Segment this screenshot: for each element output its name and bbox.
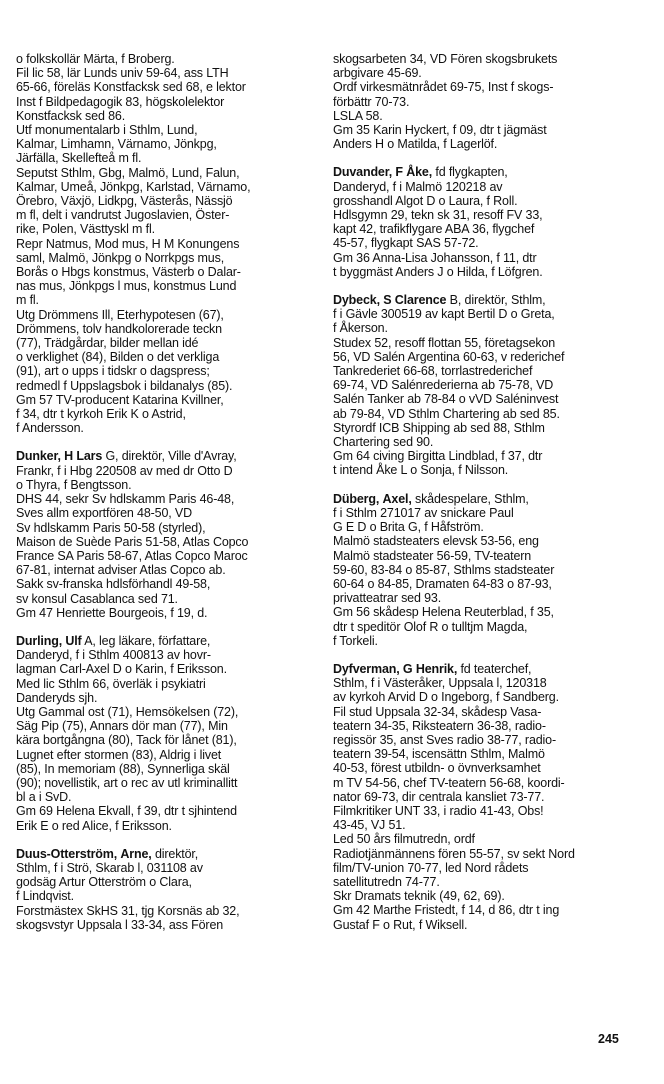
entry-text-line: Drömmens, tolv handkolorerade teckn	[16, 321, 222, 336]
entry-given-name: S Clarence	[383, 293, 447, 308]
entry-text-line: 69-74, VD Salénrederierna ab 75-78, VD	[333, 378, 554, 393]
entry-text-line: t intend Åke L o Sonja, f Nilsson.	[333, 463, 509, 478]
entry-text-line: skogsvstyr Uppsala l 33-34, ass Fören	[16, 917, 224, 932]
entry-text-line: Filmkritiker UNT 33, i radio 41-43, Obs!	[333, 803, 544, 818]
entry-heading-line	[333, 492, 633, 506]
entry-text-line: f Lindqvist.	[16, 889, 74, 904]
entry-text-line: (91), art o upps i tidskr o dagspress;	[16, 364, 210, 379]
biography-entry	[16, 634, 316, 833]
entry-text-line: Danderyds sjh.	[16, 690, 98, 705]
entry-text-line: Gustaf F o Rut, f Wiksell.	[333, 917, 468, 932]
entry-surname: Dybeck,	[333, 293, 380, 308]
entry-text-line: Danderyd, f i Sthlm 400813 av hovr-	[16, 648, 211, 663]
entry-text-line: Sthlm, f i Västeråker, Uppsala l, 120318	[333, 676, 547, 691]
entry-given-name: Ulf	[65, 633, 82, 648]
biography-entry	[333, 293, 633, 478]
entry-text-line: Studex 52, resoff flottan 55, företagsekon	[333, 335, 556, 350]
entry-text-line: Seputst Sthlm, Gbg, Malmö, Lund, Falun,	[16, 165, 240, 180]
entry-given-name: Arne,	[120, 846, 152, 861]
entry-text-line: satellitutredn 74-77.	[333, 874, 440, 889]
entry-text-line: lagman Carl-Axel D o Karin, f Eriksson.	[16, 662, 227, 677]
entry-text-line: Fil lic 58, lär Lunds univ 59-64, ass LTH	[16, 66, 229, 81]
entry-text-line: f Åkerson.	[333, 321, 388, 336]
entry-text-line: grosshandl Algot D o Laura, f Roll.	[333, 193, 518, 208]
entry-text-line: regissör 35, anst Sves radio 38-77, radio-	[333, 732, 556, 747]
entry-text-line: Gm 57 TV-producent Katarina Kvillner,	[16, 392, 224, 407]
entry-text-line: rike, Polen, Västtyskl m fl.	[16, 222, 155, 237]
entry-text-line: sv konsul Casablanca sed 71.	[16, 591, 178, 606]
entry-first-line: direktör,	[151, 846, 199, 861]
entry-text-line: f Torkeli.	[333, 633, 378, 648]
entry-text-line: f i Sthlm 271017 av snickare Paul	[333, 505, 514, 520]
entry-text-line: DHS 44, sekr Sv hdlskamm Paris 46-48,	[16, 492, 235, 507]
entry-text-line: Fil stud Uppsala 32-34, skådesp Vasa-	[333, 704, 542, 719]
entry-text-line: teatern 39-54, iscensättn Sthlm, Malmö	[333, 747, 545, 762]
entry-text-line: Järfälla, Skellefteå m fl.	[16, 151, 142, 166]
left-column	[16, 52, 316, 946]
entry-text-line: Frankr, f i Hbg 220508 av med dr Otto D	[16, 463, 233, 478]
entry-heading-line	[16, 449, 316, 463]
entry-text-line: Hdlsgymn 29, tekn sk 31, resoff FV 33,	[333, 208, 543, 223]
entry-text-line: Chartering sed 90.	[333, 435, 434, 450]
entry-text-line: Örebro, Växjö, Lidkpg, Västerås, Nässjö	[16, 194, 233, 209]
biography-entry	[333, 165, 633, 279]
entry-text-line: Utg Drömmens Ill, Eterhypotesen (67),	[16, 307, 224, 322]
entry-text-line: kära bortgångna (80), Tack för lånet (81),	[16, 733, 237, 748]
entry-text-line: av kyrkoh Arvid D o Ingeborg, f Sandberg.	[333, 690, 559, 705]
entry-text-line: nator 69-73, dir centrala kansliet 73-77.	[333, 789, 545, 804]
entry-text-line: o Thyra, f Bengtsson.	[16, 477, 132, 492]
entry-first-line: A, leg läkare, författare,	[81, 633, 211, 648]
entry-text-line: Tankrederiet 66-68, torrlastrederichef	[333, 364, 533, 379]
entry-text-line: t byggmäst Anders J o Hilda, f Löfgren.	[333, 264, 543, 279]
biography-continuation	[333, 52, 633, 151]
entry-text-line: Konstfacksk sed 86.	[16, 108, 126, 123]
entry-text-line: Malmö stadsteater 56-59, TV-teatern	[333, 548, 532, 563]
entry-text-line: Gm 35 Karin Hyckert, f 09, dtr t jägmäst	[333, 123, 547, 138]
entry-text-line: kapt 42, trafikflygare ABA 36, flygchef	[333, 222, 535, 237]
entry-text-line: Lugnet efter stormen (83), Aldrig i livet	[16, 747, 222, 762]
entry-text-line: m fl.	[16, 293, 39, 308]
entry-first-line: fd teaterchef,	[457, 661, 532, 676]
entry-text-line: Gm 64 civing Birgitta Lindblad, f 37, dtr	[333, 449, 543, 464]
page-number: 245	[598, 1032, 619, 1046]
entry-text-line: Gm 69 Helena Ekvall, f 39, dtr t sjhintend	[16, 804, 237, 819]
entry-text-line: Repr Natmus, Mod mus, H M Konungens	[16, 236, 240, 251]
entry-text-line: 45-57, flygkapt SAS 57-72.	[333, 236, 479, 251]
entry-given-name: H Lars	[64, 449, 103, 464]
entry-text-line: Borås o Hbgs konstmus, Västerb o Dalar-	[16, 265, 241, 280]
entry-text-line: förbättr 70-73.	[333, 94, 410, 109]
entry-text-line: nas mus, Jönkpgs l mus, konstmus Lund	[16, 279, 237, 294]
entry-text-line: G E D o Brita G, f Håfström.	[333, 520, 484, 535]
entry-given-name: G Henrik,	[402, 661, 458, 676]
entry-text-line: dtr t speditör Olof R o tulltjm Magda,	[333, 619, 528, 634]
entry-text-line: Salén Tanker ab 78-84 o vVD Saléninvest	[333, 392, 559, 407]
entry-text-line: (77), Trädgårdar, bilder mellan idé	[16, 336, 199, 351]
entry-first-line: B, direktör, Sthlm,	[446, 293, 546, 308]
entry-text-line: Anders H o Matilda, f Lagerlöf.	[333, 137, 498, 152]
entry-text-line: France SA Paris 58-67, Atlas Copco Maroc	[16, 548, 248, 563]
entry-text-line: Sv hdlskamm Paris 50-58 (styrled),	[16, 520, 206, 535]
entry-text-line: 40-53, förest utbildn- o övnverksamhet	[333, 761, 541, 776]
entry-heading-line	[333, 662, 633, 676]
entry-text-line: Led 50 års filmutredn, ordf	[333, 832, 475, 847]
biography-entry	[333, 662, 633, 932]
entry-surname: Duus-Otterström,	[16, 846, 118, 861]
entry-text-line: ab 79-84, VD Sthlm Chartering ab sed 85.	[333, 406, 560, 421]
entry-text-line: Erik E o red Alice, f Eriksson.	[16, 818, 172, 833]
entry-text-line: Danderyd, f i Malmö 120218 av	[333, 179, 503, 194]
entry-text-line: 65-66, föreläs Konstfacksk sed 68, e lektor	[16, 80, 246, 95]
right-column	[333, 52, 633, 946]
entry-text-line: Malmö stadsteaters elevsk 53-56, eng	[333, 534, 539, 549]
entry-text-line: Forstmästex SkHS 31, tjg Korsnäs ab 32,	[16, 903, 240, 918]
entry-heading-line	[16, 634, 316, 648]
entry-heading-line	[333, 165, 633, 179]
entry-surname: Dunker,	[16, 449, 61, 464]
entry-given-name: Axel,	[382, 491, 412, 506]
entry-surname: Durling,	[16, 633, 63, 648]
biography-entry	[333, 492, 633, 648]
entry-text-line: f 34, dtr t kyrkoh Erik K o Astrid,	[16, 407, 186, 422]
entry-text-line: arbgivare 45-69.	[333, 66, 422, 81]
entry-text-line: o folkskollär Märta, f Broberg.	[16, 52, 175, 66]
entry-text-line: Radiotjänmännens fören 55-57, sv sekt Nord	[333, 846, 575, 861]
entry-text-line: redmedl f Uppslagsbok i bildanalys (85).	[16, 378, 233, 393]
entry-text-line: Sves allm exportfören 48-50, VD	[16, 506, 192, 521]
entry-text-line: Kalmar, Umeå, Jönkpg, Karlstad, Värnamo,	[16, 179, 251, 194]
entry-text-line: (90); novellistik, art o rec av utl kriminallitt	[16, 775, 238, 790]
biography-entry	[16, 847, 316, 932]
entry-text-line: teatern 34-35, Riksteatern 36-38, radio-	[333, 718, 546, 733]
entry-text-line: m fl, delt i vandrutst Jugoslavien, Öster-	[16, 208, 230, 223]
entry-text-line: saml, Malmö, Jönkpg o Norrkpgs mus,	[16, 250, 225, 265]
entry-first-line: G, direktör, Ville d'Avray,	[102, 449, 237, 464]
entry-text-line: Skr Dramats teknik (49, 62, 69).	[333, 889, 505, 904]
entry-text-line: f Andersson.	[16, 421, 84, 436]
entry-text-line: Kalmar, Limhamn, Värnamo, Jönkpg,	[16, 137, 217, 152]
entry-first-line: fd flygkapten,	[432, 165, 508, 180]
entry-text-line: Gm 56 skådesp Helena Reuterblad, f 35,	[333, 605, 554, 620]
entry-heading-line	[16, 847, 316, 861]
entry-text-line: Gm 47 Henriette Bourgeois, f 19, d.	[16, 605, 208, 620]
biography-entry	[16, 449, 316, 619]
entry-surname: Dyfverman,	[333, 661, 400, 676]
entry-text-line: godsäg Artur Otterström o Clara,	[16, 875, 192, 890]
entry-text-line: 60-64 o 84-85, Dramaten 64-83 o 87-93,	[333, 576, 552, 591]
entry-text-line: Ordf virkesmätnrådet 69-75, Inst f skogs-	[333, 80, 554, 95]
entry-text-line: Säg Pip (75), Annars dör man (77), Min	[16, 719, 228, 734]
entry-text-line: 43-45, VJ 51.	[333, 818, 406, 833]
entry-text-line: Gm 42 Marthe Fristedt, f 14, d 86, dtr t ing	[333, 903, 560, 918]
entry-text-line: bl a i SvD.	[16, 790, 72, 805]
entry-text-line: film/TV-union 70-77, led Nord rådets	[333, 860, 529, 875]
entry-text-line: Gm 36 Anna-Lisa Johansson, f 11, dtr	[333, 250, 537, 265]
entry-text-line: 59-60, 83-84 o 85-87, Sthlms stadsteater	[333, 562, 555, 577]
entry-text-line: (85), In memoriam (88), Synnerliga skäl	[16, 761, 230, 776]
entry-first-line: skådespelare, Sthlm,	[411, 491, 529, 506]
entry-text-line: o verklighet (84), Bilden o det verkliga	[16, 350, 220, 365]
entry-text-line: f i Gävle 300519 av kapt Bertil D o Greta,	[333, 307, 555, 322]
entry-text-line: Med lic Sthlm 66, överläk i psykiatri	[16, 676, 206, 691]
entry-text-line: 56, VD Salén Argentina 60-63, v rederichef	[333, 349, 565, 364]
entry-text-line: m TV 54-56, chef TV-teatern 56-68, koordi-	[333, 775, 565, 790]
entry-text-line: Styrordf ICB Shipping ab sed 88, Sthlm	[333, 420, 545, 435]
entry-surname: Düberg,	[333, 491, 380, 506]
entry-text-line: Inst f Bildpedagogik 83, högskolelektor	[16, 94, 225, 109]
entry-heading-line	[333, 293, 633, 307]
entry-text-line: LSLA 58.	[333, 108, 383, 123]
entry-text-line: skogsarbeten 34, VD Fören skogsbrukets	[333, 52, 558, 66]
entry-text-line: Utg Gammal ost (71), Hemsökelsen (72),	[16, 704, 239, 719]
biography-continuation	[16, 52, 316, 435]
entry-text-line: Utf monumentalarb i Sthlm, Lund,	[16, 123, 198, 138]
entry-text-line: Maison de Suède Paris 51-58, Atlas Copco	[16, 534, 249, 549]
entry-given-name: F Åke,	[395, 165, 433, 180]
entry-text-line: 67-81, internat adviser Atlas Copco ab.	[16, 563, 226, 578]
entry-text-line: Sakk sv-franska hdlsförhandl 49-58,	[16, 577, 211, 592]
entry-surname: Duvander,	[333, 165, 393, 180]
entry-text-line: Sthlm, f i Strö, Skarab l, 031108 av	[16, 860, 203, 875]
entry-text-line: privatteatrar sed 93.	[333, 591, 442, 606]
